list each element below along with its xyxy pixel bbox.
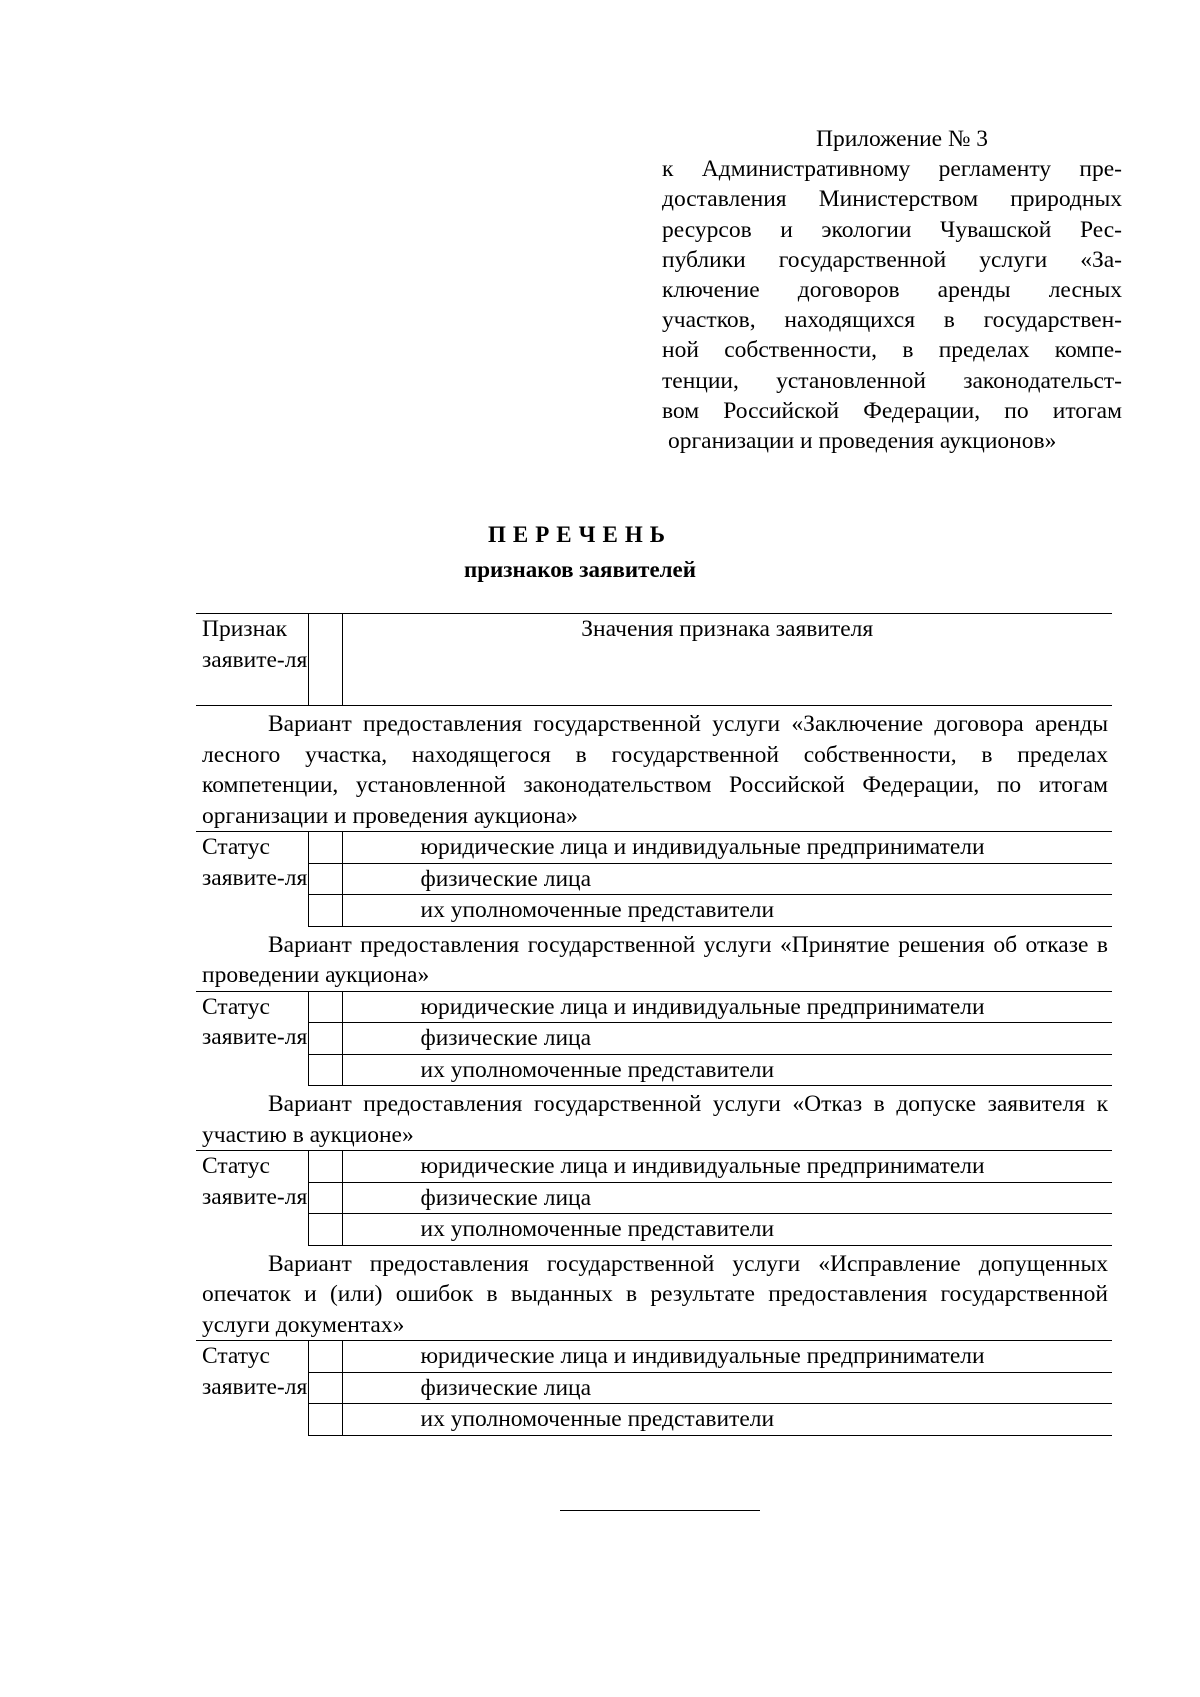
status-label: Статус заявите-ля [202, 1153, 308, 1210]
status-row [196, 895, 1112, 927]
spacer-cell [308, 895, 342, 927]
status-value: физические лица [342, 1023, 1112, 1055]
variant-row [196, 1245, 1112, 1341]
appendix-line: публики государственной услуги «За- [662, 246, 1122, 273]
status-label: Статус заявите-ля [202, 1343, 308, 1400]
header-criterion: Признак заявите-ля [196, 614, 308, 706]
variant-text: Вариант предоставления государственной услуги «Принятие решения об отказе в проведении аукциона» [202, 931, 1108, 988]
variant-row [196, 926, 1112, 991]
status-value: юридические лица и индивидуальные предприниматели [342, 1151, 1112, 1183]
status-value: их уполномоченные представители [342, 895, 1112, 927]
spacer-cell [308, 1023, 342, 1055]
appendix-line: организации и проведения аукционов» [668, 428, 1057, 455]
status-value: их уполномоченные представители [342, 1054, 1112, 1086]
variant-row [196, 706, 1112, 832]
status-label: Статус заявите-ля [202, 834, 308, 891]
variant-cell [196, 706, 1112, 832]
status-row [196, 1151, 1112, 1183]
status-value: юридические лица и индивидуальные предприниматели [342, 832, 1112, 864]
spacer-cell [308, 863, 342, 895]
appendix-line: участков, находящихся в государствен- [662, 307, 1122, 334]
variant-cell [196, 926, 1112, 991]
appendix-line: тенции, установленной законодательст- [662, 367, 1122, 394]
status-value: юридические лица и индивидуальные предприниматели [342, 1341, 1112, 1373]
spacer-cell [308, 1214, 342, 1246]
variant-cell [196, 1086, 1112, 1151]
appendix-line: ресурсов и экологии Чувашской Рес- [662, 216, 1122, 243]
applicant-criteria-table [196, 613, 1112, 1436]
spacer-cell [308, 1372, 342, 1404]
status-row [196, 832, 1112, 864]
appendix-line: ной собственности, в пределах компе- [662, 337, 1122, 364]
appendix-line: доставления Министерством природных [662, 186, 1122, 213]
appendix-block [662, 124, 1122, 456]
variant-cell [196, 1245, 1112, 1341]
header-values: Значения признака заявителя [342, 614, 1112, 706]
status-value: физические лица [342, 1372, 1112, 1404]
status-row [196, 1023, 1112, 1055]
variant-text: Вариант предоставления государственной услуги «Заключение договора аренды лесного участка, находящегося в государственной собственности, в пределах компетенции, установленной законодательством Российской Федерации, по итогам организации и проведения аукциона» [202, 711, 1108, 829]
appendix-line: к Административному регламенту пре- [662, 156, 1122, 183]
status-row [196, 1372, 1112, 1404]
variant-text: Вариант предоставления государственной услуги «Отказ в допуске заявителя к участию в аукционе» [202, 1091, 1108, 1148]
status-value: физические лица [342, 1182, 1112, 1214]
spacer-cell [308, 832, 342, 864]
status-row [196, 863, 1112, 895]
header-spacer [308, 614, 342, 706]
appendix-line: вом Российской Федерации, по итогам [662, 397, 1122, 424]
document-title: ПЕРЕЧЕНЬ [488, 522, 672, 547]
status-value: их уполномоченные представители [342, 1404, 1112, 1436]
document-subtitle: признаков заявителей [463, 557, 697, 582]
status-value: их уполномоченные представители [342, 1214, 1112, 1246]
status-row [196, 1182, 1112, 1214]
spacer-cell [308, 1404, 342, 1436]
closing-divider [560, 1510, 760, 1511]
appendix-line: ключение договоров аренды лесных [662, 277, 1122, 304]
status-value: юридические лица и индивидуальные предприниматели [342, 991, 1112, 1023]
appendix-heading: Приложение № 3 [815, 126, 989, 152]
status-row [196, 1341, 1112, 1373]
spacer-cell [308, 991, 342, 1023]
spacer-cell [308, 1151, 342, 1183]
table-header-row [196, 614, 1112, 706]
status-label: Статус заявите-ля [202, 993, 308, 1050]
variant-text: Вариант предоставления государственной услуги «Исправление допущенных опечаток и (или) ошибок в выданных в результате предоставления государственной услуги документах» [202, 1250, 1108, 1338]
spacer-cell [308, 1341, 342, 1373]
status-row [196, 1404, 1112, 1436]
spacer-cell [308, 1182, 342, 1214]
appendix-text [662, 154, 1122, 456]
status-value: физические лица [342, 863, 1112, 895]
variant-row [196, 1086, 1112, 1151]
spacer-cell [308, 1054, 342, 1086]
status-row [196, 1214, 1112, 1246]
status-row [196, 1054, 1112, 1086]
status-row [196, 991, 1112, 1023]
